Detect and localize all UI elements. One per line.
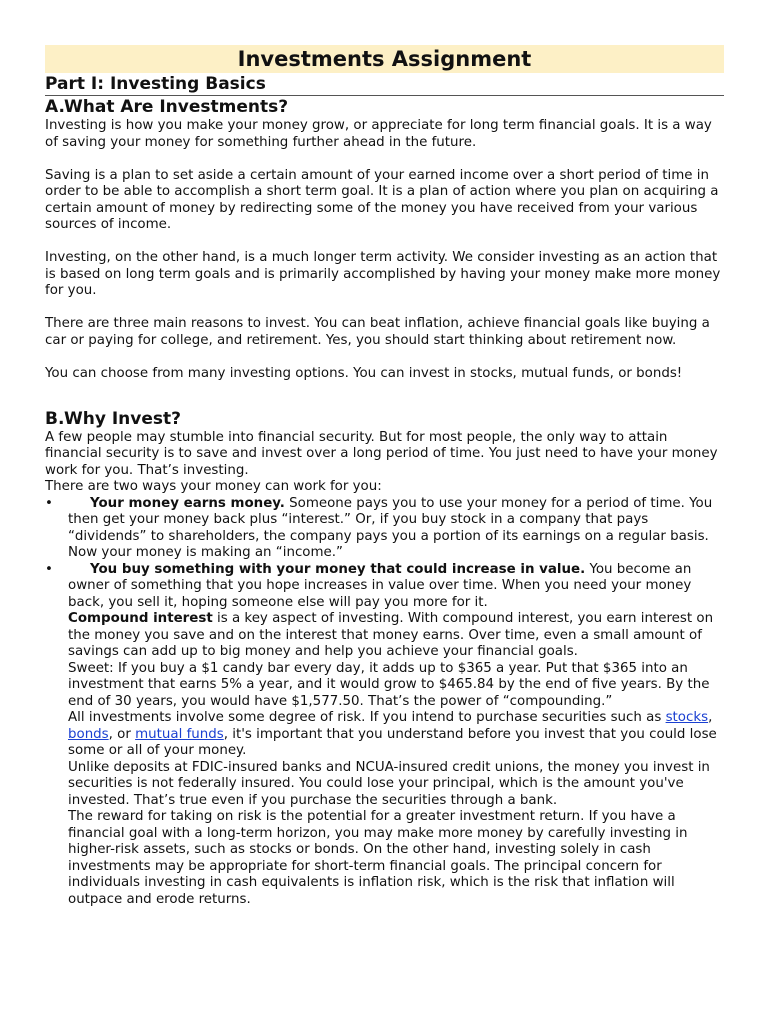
document-title: Investments Assignment [45, 45, 724, 73]
section-a-heading [45, 96, 724, 118]
stocks-link[interactable]: stocks [665, 710, 709, 725]
sweet-paragraph: Sweet: If you buy a $1 candy bar every day, it adds up to $365 a year. Put that $365 into an investment that earns 5% a year, and it would grow to $465.84 by the end of five years. By the end of 30 years, you would have $1,577.50. That’s the power of “compounding.” [68, 660, 710, 709]
risk-sep-1: , [708, 710, 713, 725]
section-b-title: Why Invest? [64, 408, 181, 429]
risk-text-pre: All investments involve some degree of risk. If you intend to purchase securities such as [68, 710, 666, 725]
section-a-paragraph-2: Saving is a plan to set aside a certain amount of your earned income over a short period of time in order to be able to accomplish a short term goal. It is a plan of action where you plan on acquiring a certain amount of money by redirecting some of the money you have received from your various sources of income. [45, 167, 719, 232]
compound-interest-text: is a key aspect of investing. With compound interest, you earn interest on the money you save and on the interest that money earns. Over time, even a small amount of savings can add up to big money and help you achieve your financial goals. [68, 611, 714, 659]
section-b-two-ways: There are two ways your money can work for you: [45, 479, 382, 494]
bullet-icon: • [45, 495, 53, 511]
section-a-paragraph-5: You can choose from many investing options. You can invest in stocks, mutual funds, or bonds! [45, 365, 683, 381]
compound-interest-lead: Compound interest [68, 611, 213, 626]
list-item [45, 496, 724, 562]
section-a-title: What Are Investments? [64, 97, 289, 117]
section-a-paragraph-1: Investing is how you make your money grow, or appreciate for long term financial goals. It is a way of saving your money for something further ahead in the future. [45, 118, 712, 150]
risk-text-post: , it's important that you understand before you invest that you could lose some or all of your money. [68, 726, 717, 758]
reasons-list [45, 496, 724, 612]
bullet-2-text: You become an owner of something that you hope increases in value over time. When you need your money back, you sell it, hoping someone else will pay you more for it. [68, 561, 692, 610]
section-a-paragraph-4: There are three main reasons to invest. You can beat inflation, achieve financial goals like buying a car or paying for college, and retirement. Yes, you should start thinking about retirement now. [45, 316, 710, 348]
mutual-funds-link[interactable]: mutual funds [135, 726, 224, 742]
part-heading: Part I: Investing Basics [45, 73, 724, 96]
section-b-label: B. [45, 408, 65, 429]
reward-paragraph: The reward for taking on risk is the potential for a greater investment return. If you have a financial goal with a long-term horizon, you may make more money by carefully investing in higher-risk assets, such as stocks or bonds. On the other hand, investing solely in cash investments may be appropriate for short-term financial goals. The principal concern for individuals investing in cash equivalents is inflation risk, which is the risk that inflation will outpace and erode returns. [68, 809, 688, 907]
section-b-intro: A few people may stumble into financial security. But for most people, the only way to attain financial security is to save and invest over a long period of time. You just need to have your money work for you. That’s investing. [45, 429, 718, 478]
section-a-paragraph-3: Investing, on the other hand, is a much longer term activity. We consider investing as an action that is based on long term goals and is primarily accomplished by having your money make more money for you. [45, 250, 721, 298]
section-b-heading [45, 408, 724, 430]
bullet-1-lead: Your money earns money. [90, 495, 285, 511]
risk-paragraph [45, 710, 724, 760]
list-item [45, 562, 724, 612]
section-a-label: A. [45, 97, 65, 117]
compound-interest-paragraph [45, 611, 724, 661]
document-page [45, 45, 724, 908]
fdic-paragraph: Unlike deposits at FDIC-insured banks and NCUA-insured credit unions, the money you invest in securities is not federally insured. You could lose your principal, which is the amount you've invested. That’s true even if you purchase the securities through a bank. [68, 759, 710, 808]
bullet-1-text: Someone pays you to use your money for a period of time. You then get your money back plus “interest.” Or, if you buy stock in a company that pays “dividends” to shareholders, the company pays you a portion of its earnings on a regular basis. Now your money is making an “income.” [68, 495, 713, 560]
risk-sep-2: , or [108, 726, 136, 742]
bullet-2-lead: You buy something with your money that could increase in value. [90, 561, 586, 577]
bullet-icon: • [45, 561, 53, 577]
bonds-link[interactable]: bonds [68, 726, 109, 742]
